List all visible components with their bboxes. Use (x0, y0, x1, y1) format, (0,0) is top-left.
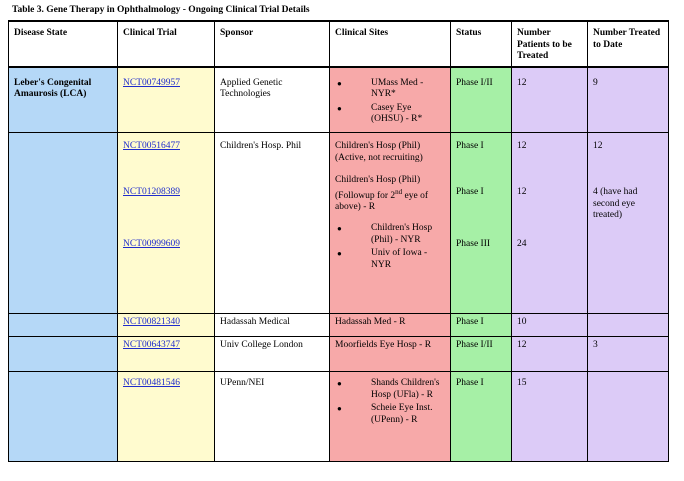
clinical-trials-table (8, 20, 669, 462)
table-row (9, 133, 669, 314)
status-cell: Phase I (451, 372, 512, 462)
header-patients-to-treat: Number Patients to be Treated (512, 21, 588, 67)
to-treat-cell: 10 (512, 314, 588, 337)
site-item: ● Children's Hosp (Phil) - NYR (335, 223, 445, 246)
to-treat-text: 12 (517, 141, 527, 151)
trial-cell (118, 133, 215, 314)
table-row (9, 372, 669, 462)
trial-link[interactable]: NCT01208389 (123, 187, 180, 197)
to-treat-cell: 15 (512, 372, 588, 462)
trial-cell (118, 372, 215, 462)
table-row (9, 314, 669, 337)
sites-cell: Hadassah Med - R (330, 314, 451, 337)
status-cell: Phase I/II (451, 67, 512, 133)
treated-cell (588, 372, 669, 462)
sites-cell: Moorfields Eye Hosp - R (330, 337, 451, 372)
sponsor-cell: Children's Hosp. Phil (215, 133, 330, 314)
disease-state-cell (9, 133, 118, 314)
disease-state-cell (9, 372, 118, 462)
sponsor-cell: Hadassah Medical (215, 314, 330, 337)
sponsor-cell: UPenn/NEI (215, 372, 330, 462)
status-text: Phase I (456, 141, 484, 151)
status-cell: Phase I (451, 314, 512, 337)
site-item: ● UMass Med - NYR* (335, 78, 445, 101)
treated-cell: 9 (588, 67, 669, 133)
header-sponsor: Sponsor (215, 21, 330, 67)
to-treat-cell: 12 (512, 337, 588, 372)
trial-link[interactable]: NCT00643747 (123, 340, 180, 350)
to-treat-text: 12 (517, 187, 527, 197)
header-row (9, 21, 669, 67)
treated-text: 4 (have had second eye treated) (593, 187, 638, 220)
disease-state-cell: Leber's Congenital Amaurosis (LCA) (9, 67, 118, 133)
table-title: Table 3. Gene Therapy in Ophthalmology - Ongoing Clinical Trial Details (12, 5, 310, 15)
status-text: Phase III (456, 239, 491, 249)
trial-link[interactable]: NCT00516477 (123, 141, 180, 151)
site-item: ● Casey Eye (OHSU) - R* (335, 103, 445, 126)
to-treat-cell (512, 133, 588, 314)
trial-link[interactable]: NCT00821340 (123, 317, 180, 327)
trial-cell (118, 67, 215, 133)
site-item: ● Univ of Iowa - NYR (335, 248, 445, 271)
trial-link[interactable]: NCT00999609 (123, 239, 180, 249)
site-item: ● Shands Children's Hosp (UFla) - R (335, 378, 445, 401)
trial-cell (118, 314, 215, 337)
sites-cell (330, 133, 451, 314)
sites-cell (330, 372, 451, 462)
treated-cell (588, 314, 669, 337)
to-treat-text: 24 (517, 239, 527, 249)
sponsor-cell: Univ College London (215, 337, 330, 372)
site-item: ● Scheie Eye Inst. (UPenn) - R (335, 403, 445, 426)
treated-text: 12 (593, 141, 603, 151)
header-treated-to-date: Number Treated to Date (588, 21, 669, 67)
header-status: Status (451, 21, 512, 67)
site-text: Children's Hosp (Phil) (Followup for 2nd eye of above) - R (335, 175, 429, 213)
disease-state-cell (9, 314, 118, 337)
table-row (9, 67, 669, 133)
to-treat-cell: 12 (512, 67, 588, 133)
treated-cell: 3 (588, 337, 669, 372)
status-cell: Phase I/II (451, 337, 512, 372)
trial-link[interactable]: NCT00481546 (123, 378, 180, 388)
header-clinical-sites: Clinical Sites (330, 21, 451, 67)
status-cell (451, 133, 512, 314)
header-disease-state: Disease State (9, 21, 118, 67)
treated-cell (588, 133, 669, 314)
site-text: Children's Hosp (Phil) (Active, not recruiting) (335, 141, 423, 163)
trial-cell (118, 337, 215, 372)
header-clinical-trial: Clinical Trial (118, 21, 215, 67)
sponsor-cell: Applied Genetic Technologies (215, 67, 330, 133)
trial-link[interactable]: NCT00749957 (123, 77, 180, 88)
table-row (9, 337, 669, 372)
disease-state-cell (9, 337, 118, 372)
sites-cell (330, 67, 451, 133)
status-text: Phase I (456, 187, 484, 197)
